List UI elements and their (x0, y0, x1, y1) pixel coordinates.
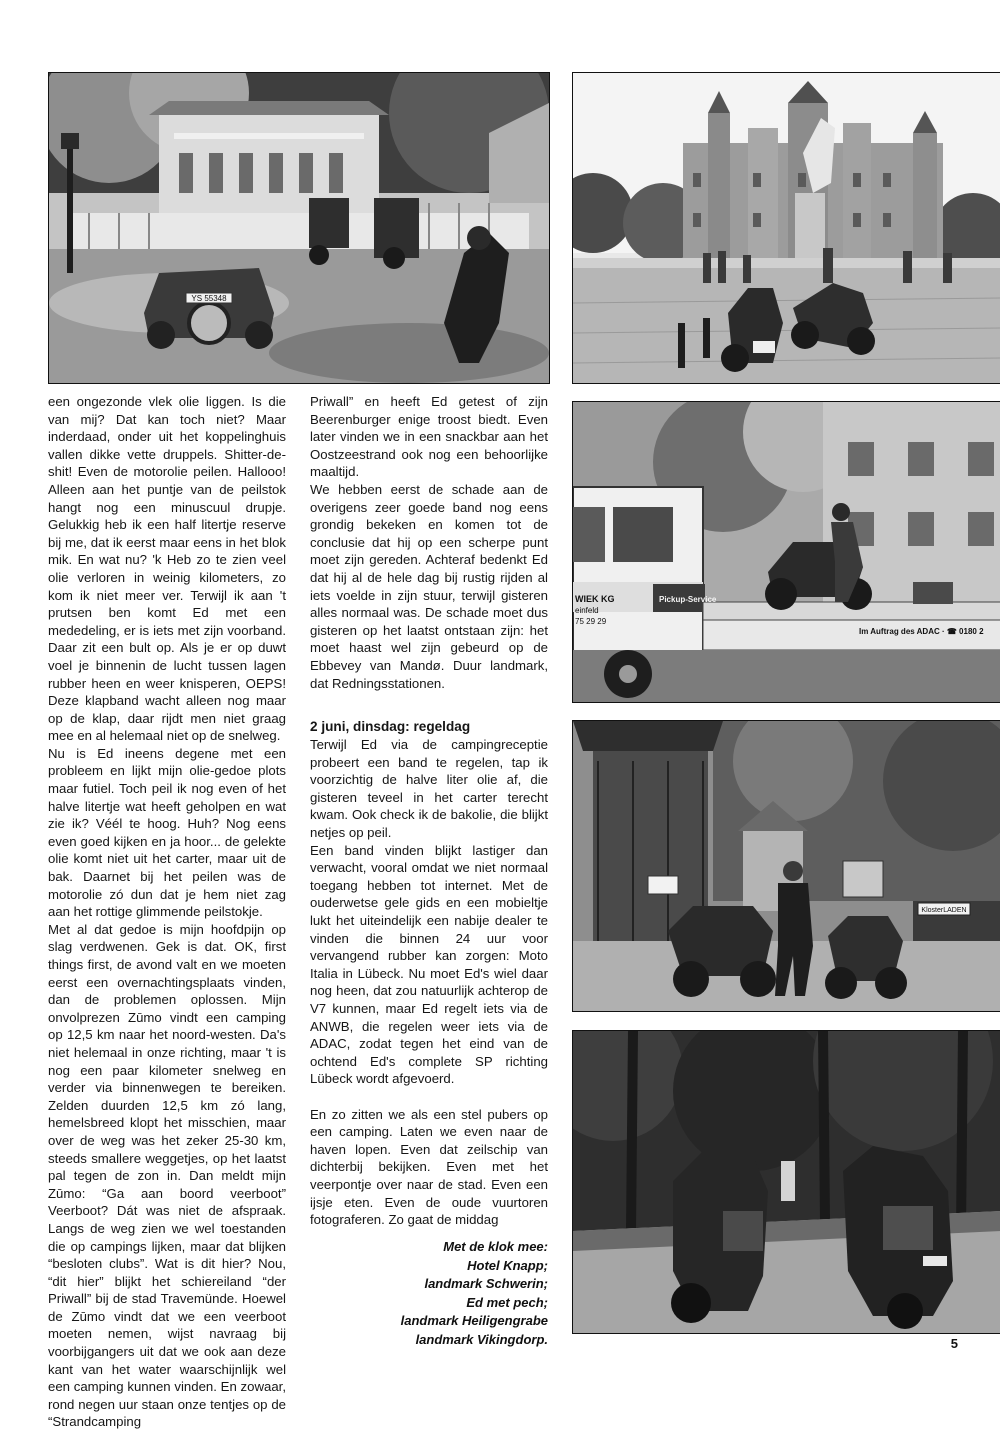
photo-landmark-schwerin (572, 72, 1000, 384)
caption-line: landmark Heiligengrabe (400, 1313, 548, 1329)
caption-line: Hotel Knapp; (467, 1257, 548, 1273)
article-paragraph: En zo zitten we als een stel pubers op een camping. Laten we even naar de haven lopen. Even dat zeilschip van dichterbij bekijken. Even met het veerpontje over naar de stad. Even een ijsje eten. Even de oude vuurtoren fotograferen. Zo gaat de middag (310, 1106, 548, 1228)
article-paragraph: een ongezonde vlek olie liggen. Is die van mij? Dat kan toch niet? Maar inderdaad, onder uit het koppelinghuis vallen dikke vette druppels. Shitter-de-shit! Even de motorolie peilen. Hallooo! Alleen aan het puntje van de peilstok hangt nog een minuscuul drupje. Gelukkig heb ik een half litertje reserve bij me, dat ik eerst maar eens in het blok mik. En wat nu? 'k Heb zo te zien veel olie verloren in weinig kilometers, zo kom ik niet meer ver. Terwijl ik aan 't prutsen ben komt Ed met een mededeling, er is iets met zijn voorband. Daar zit een bult op. Als je er op duwt voel je binnenin de lucht tussen lagen rubber heen en weer knisperen, OEPS! Deze klapband wacht alleen nog maar op de klap, daar rijdt men niet graag mee en al helemaal niet op de snelweg. (48, 394, 286, 744)
truck-company-text: WIEK KG (575, 594, 615, 604)
page-number: 5 (950, 1336, 958, 1351)
license-plate: YS 55348 (191, 294, 227, 303)
photo-hotel-knapp (48, 72, 550, 384)
article-paragraph: Een band vinden blijkt lastiger dan verwacht, vooral omdat we niet normaal toegang hebben tot internet. Met de ouderwetse gele gids en een mobieltje lukt het uiteindelijk een nabije dealer te vinden die binnen 24 uur voor vervangend rubber kan zorgen: Moto Italia in Lübeck. Nu moet Ed's wiel daar nog heen, dat zou natuurlijk achterop de V7 kunnen, maar Ed regelt iets via de ANWB, die regelen weer iets via de ADAC, zodat tegen het eind van de ochtend Ed's complete SP richting Lübeck wordt afgevoerd. (310, 842, 548, 1087)
article-paragraph: Nu is Ed ineens degene met een probleem en lijkt mijn olie-gedoe plots maar futiel. Toch peil ik nog even of het halve litertje wat heeft geholpen en wat zie ik? Véél te hoog. Huh? Nog eens even goed kijken en ja hoor... de gelekte olie komt niet uit het carter, maar uit de bak. Daarnet bij het peilen was de motorolie zó dun dat je hem niet zag aan het rottige glimmende peilstokje. (48, 745, 286, 920)
article-paragraph: Met al dat gedoe is mijn hoofdpijn op slag verdwenen. Gek is dat. OK, first things first, de avond valt en we moeten eerst een overnachtingsplaats vinden, dan de problemen oplossen. Mijn onvolprezen Zūmo vindt een camping op 12,5 km naar het noord-westen. Da's niet helemaal in onze richting, maar 't is nog een paar kilometer snelweg en verder via binnenwegen te bereiken. Zelden duurden 12,5 km zó lang, hemelsbreed klopt het misschien, maar over de weg was het zeker 25-30 km, steeds smallere weggetjes, op het laatst pal tegen de zon in. Dan meldt mijn Zūmo: “Ga aan boord veerboot” Veerboot? Dát was niet de afspraak. Langs de weg zien we wel toestanden die op campings lijken, maar dat blijken “besloten clubs”. Wat is dit hier? Nou, “dit hier” blijkt het schiereiland “der Priwall” bij de stad Travemünde. Hoewel de Zūmo vindt dat we een veerboot moeten nemen, wijst navraag bij voorbijgangers uit dat we ook aan deze kant van het water waarschijnlijk wel een camping kunnen vinden. En zowaar, rond negen uur staan onze tentjes op de “Strandcamping (48, 921, 286, 1430)
photo-landmark-vikingdorp (572, 1030, 1000, 1334)
photo-caption (312, 1238, 548, 1350)
photo-landmark-heiligengrabe (572, 720, 1000, 1012)
caption-line: Met de klok mee: (443, 1239, 548, 1254)
photo-ed-met-pech (572, 401, 1000, 703)
truck-service-text: Pickup-Service (659, 595, 717, 604)
truck-phone-text: 75 29 29 (575, 617, 607, 626)
truck-town-text: einfeld (575, 606, 599, 615)
article-paragraph: Terwijl Ed via de campingreceptie probeert een band te regelen, tap ik voorzichtig de halve liter olie af, die gisteren teveel in het carter terecht kwam. Ook check ik de bakolie, die blijkt netjes op peil. (310, 737, 548, 841)
article-paragraph: Priwall” en heeft Ed getest of zijn Beerenburger enige troost biedt. Even later vinden we in een snackbar aan het Oostzeestrand ook nog een behoorlijke maaltijd. (310, 394, 548, 480)
kloster-laden-sign: KlosterLADEN (921, 907, 967, 914)
caption-line: landmark Vikingdorp. (415, 1331, 548, 1347)
caption-line: Ed met pech; (466, 1294, 548, 1310)
truck-adac-banner: Im Auftrag des ADAC · ☎ 0180 2 (859, 627, 984, 636)
article-paragraph: We hebben eerst de schade aan de overigens zeer goede band nog eens grondig bekeken en komen tot de conclusie dat hij op een scherpe punt moet zijn gereden. Achteraf bedenkt Ed dat hij al de hele dag bij rustig rijden al iets voelde in zijn stuur, terwijl gisteren alles normaal was. De schade moet dus gisteren op het laatst ontstaan zijn: het moet haast wel zijn gebeurd op de Ebbevey van Mandø. Duur landmark, dat Redningsstationen. (310, 481, 548, 691)
article-column-left (48, 393, 286, 1431)
article-column-right (310, 393, 548, 1229)
section-heading: 2 juni, dinsdag: regeldag (310, 719, 471, 735)
caption-line: landmark Schwerin; (424, 1276, 548, 1292)
